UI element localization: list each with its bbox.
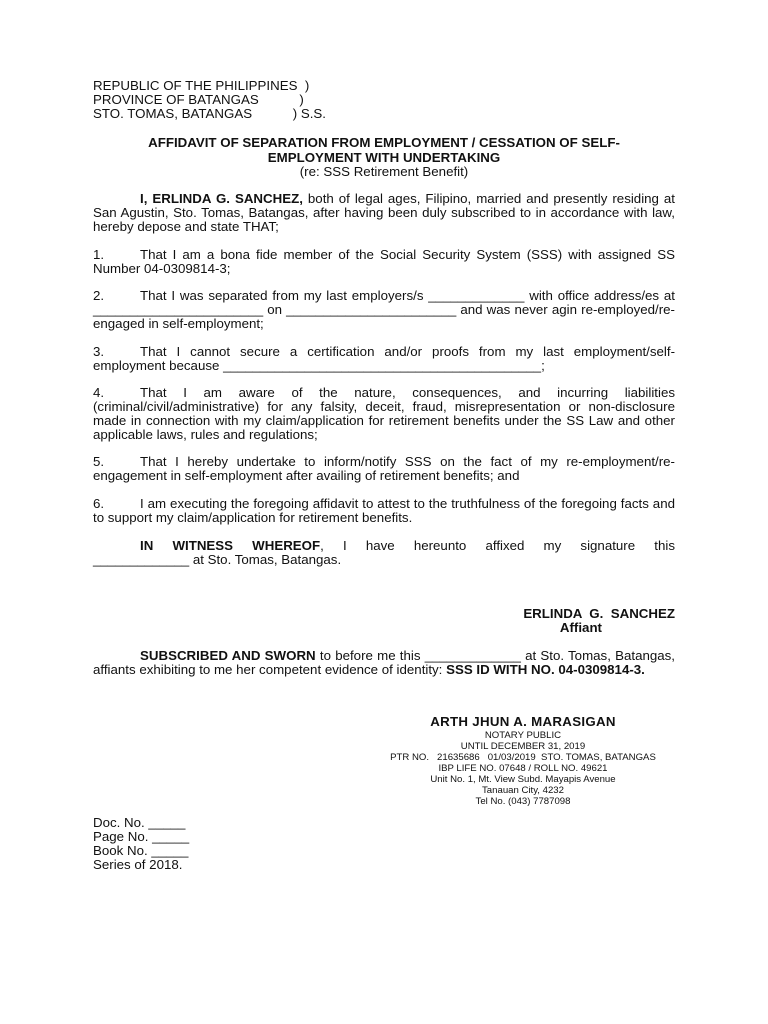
doc-number: Doc. No. _____: [93, 815, 186, 830]
paragraph-5: [93, 455, 675, 483]
witness-line-1: [93, 539, 675, 553]
paragraph-1-text: That I am a bona fide member of the Social Security System (SSS) with assigned SS Number 04-0309814-3;: [93, 247, 675, 276]
document-title-line-2: EMPLOYMENT WITH UNDERTAKING: [267, 150, 501, 165]
paragraph-2-text: That I was separated from my last employers/s _____________ with office address/es at _______________________ on _______________________ and was never agin re-employed/re-engaged in self-employment;: [93, 288, 675, 331]
paragraph-2-number: 2.: [93, 288, 105, 303]
paragraph-1: [93, 248, 675, 276]
affiant-signature-name: ERLINDA G. SANCHEZ: [523, 606, 675, 621]
paragraph-6-text: I am executing the foregoing affidavit to attest to the truthfulness of the foregoing facts and to support my claim/application for retirement benefits.: [93, 496, 675, 525]
intro-paragraph: [93, 192, 675, 234]
affiant-name-intro: I, ERLINDA G. SANCHEZ,: [140, 191, 303, 206]
venue-line-republic: REPUBLIC OF THE PHILIPPINES ): [93, 78, 310, 93]
notary-title: NOTARY PUBLIC: [484, 730, 562, 741]
jurat-text: to before me this _____________ at Sto. Tomas, Batangas, affiants exhibiting to me her competent evidence of identity:: [93, 648, 675, 677]
notary-address-line-2: Tanauan City, 4232: [482, 785, 564, 796]
jurat-heading: SUBSCRIBED AND SWORN: [140, 648, 316, 663]
notary-commission-expiry: UNTIL DECEMBER 31, 2019: [460, 741, 586, 752]
affiant-label: Affiant: [559, 620, 602, 635]
jurat-id-number: SSS ID WITH NO. 04-0309814-3.: [446, 662, 645, 677]
paragraph-3: [93, 345, 675, 373]
notary-address-line-1: Unit No. 1, Mt. View Subd. Mayapis Avenue: [430, 774, 616, 785]
series-year: Series of 2018.: [93, 857, 183, 872]
paragraph-4: [93, 386, 675, 442]
jurat-paragraph: [93, 649, 675, 677]
paragraph-3-text: That I cannot secure a certification and/or proofs from my last employment/self-employment because ___________________________________________;: [93, 344, 675, 373]
notary-ptr: PTR NO. 21635686 01/03/2019 STO. TOMAS, BATANGAS: [390, 752, 656, 763]
paragraph-6: [93, 497, 675, 525]
document-title: [93, 135, 675, 165]
witness-line-2: _____________ at Sto. Tomas, Batangas.: [93, 552, 342, 567]
venue-line-province: PROVINCE OF BATANGAS ): [93, 92, 304, 107]
notary-block: [372, 714, 674, 807]
paragraph-4-text: That I am aware of the nature, consequences, and incurring liabilities (criminal/civil/administrative) for any falsity, deceit, fraud, misrepresentation or non-disclosure made in connection with my claim/application for retirement benefits under the SS Law and other applicable laws, rules and regulations;: [93, 385, 675, 442]
paragraph-2: [93, 289, 675, 331]
document-registry-info: [93, 816, 189, 872]
witness-text: , I have hereunto affixed my signature this: [320, 538, 675, 553]
notary-telephone: Tel No. (043) 7787098: [475, 796, 571, 807]
paragraph-5-text: That I hereby undertake to inform/notify SSS on the fact of my re-employment/re-engagement in self-employment after availing of retirement benefits; and: [93, 454, 675, 483]
notary-name: ARTH JHUN A. MARASIGAN: [430, 714, 616, 729]
paragraph-3-number: 3.: [93, 344, 105, 359]
intro-text: both of legal ages, Filipino, married and presently residing at San Agustin, Sto. Tomas, Batangas, after having been duly subscribed to in accordance with law, hereby depose and state THAT;: [93, 191, 676, 234]
document-subtitle: (re: SSS Retirement Benefit): [299, 164, 469, 179]
venue-line-municipality: STO. TOMAS, BATANGAS ) S.S.: [93, 106, 326, 121]
witness-heading: IN WITNESS WHEREOF: [140, 538, 321, 553]
page-number: Page No. _____: [93, 829, 190, 844]
document-title-line-1: AFFIDAVIT OF SEPARATION FROM EMPLOYMENT / CESSATION OF SELF-: [148, 135, 620, 150]
book-number: Book No. _____: [93, 843, 189, 858]
notary-ibp: IBP LIFE NO. 07648 / ROLL NO. 49621: [438, 763, 608, 774]
paragraph-6-number: 6.: [93, 496, 105, 511]
paragraph-4-number: 4.: [93, 385, 105, 400]
paragraph-5-number: 5.: [93, 454, 105, 469]
paragraph-1-number: 1.: [93, 247, 105, 262]
